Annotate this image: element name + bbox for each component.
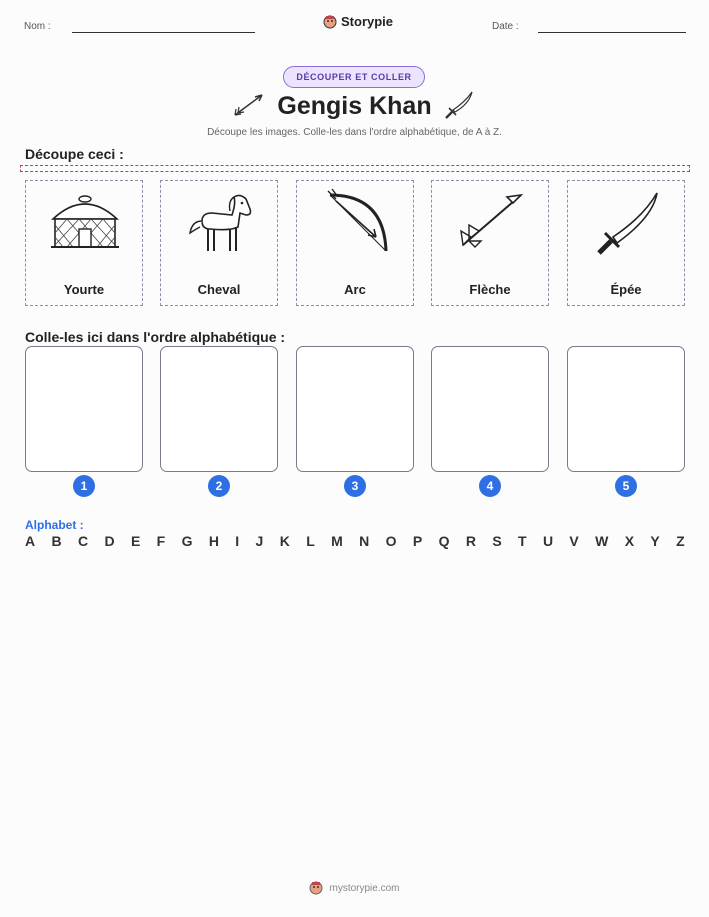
footer xyxy=(0,881,709,895)
paste-section-heading: Colle-les ici dans l'ordre alphabétique : xyxy=(25,329,286,345)
cut-card-arc[interactable] xyxy=(296,180,414,306)
alphabet-letter: A xyxy=(25,533,36,549)
paste-slot-2[interactable] xyxy=(160,346,278,472)
paste-slot-4[interactable] xyxy=(431,346,549,472)
slot-number-1: 1 xyxy=(73,475,95,497)
sword-decoration-icon xyxy=(443,90,475,120)
alphabet-letter: V xyxy=(569,533,579,549)
alphabet-letter: B xyxy=(51,533,62,549)
cut-card-cheval[interactable] xyxy=(160,180,278,306)
horse-icon xyxy=(180,187,260,259)
alphabet-letter: J xyxy=(255,533,264,549)
cut-card-epee[interactable] xyxy=(567,180,685,306)
mascot-icon xyxy=(323,15,337,29)
sword-icon xyxy=(587,187,667,259)
alphabet-letter: U xyxy=(542,533,554,549)
cut-section-heading: Découpe ceci : xyxy=(25,146,124,162)
slot-number-2: 2 xyxy=(208,475,230,497)
slot-number-4: 4 xyxy=(479,475,501,497)
card-label: Yourte xyxy=(63,282,105,297)
slot-number-5: 5 xyxy=(615,475,637,497)
alphabet-letter: I xyxy=(235,533,240,549)
name-line[interactable] xyxy=(72,32,255,33)
alphabet-letter: Y xyxy=(650,533,660,549)
brand-name: Storypie xyxy=(341,14,394,29)
paste-slot-3[interactable] xyxy=(296,346,414,472)
cut-card-yourte[interactable] xyxy=(25,180,143,306)
footer-site[interactable]: mystorypie.com xyxy=(329,882,400,894)
alphabet-letter: G xyxy=(181,533,193,549)
brand-logo xyxy=(323,14,393,29)
alphabet-letter: D xyxy=(104,533,115,549)
date-label: Date : xyxy=(492,21,519,32)
alphabet-letter: L xyxy=(306,533,315,549)
card-label: Cheval xyxy=(197,282,241,297)
alphabet-letter: E xyxy=(130,533,141,549)
alphabet-letter: C xyxy=(77,533,89,549)
slot-number-3: 3 xyxy=(344,475,366,497)
instructions: Découpe les images. Colle-les dans l'ordre alphabétique, de A à Z. xyxy=(207,127,502,138)
alphabet-letter: R xyxy=(465,533,476,549)
card-label: Flèche xyxy=(469,282,511,297)
card-label: Épée xyxy=(610,282,642,297)
alphabet-row xyxy=(25,533,685,549)
bow-icon xyxy=(316,187,396,259)
alphabet-letter: K xyxy=(279,533,290,549)
alphabet-letter: N xyxy=(359,533,370,549)
paste-slot-5[interactable] xyxy=(567,346,685,472)
cut-card-fleche[interactable] xyxy=(431,180,549,306)
alphabet-letter: F xyxy=(156,533,166,549)
alphabet-letter: W xyxy=(595,533,609,549)
alphabet-letter: Q xyxy=(438,533,450,549)
arrow-icon xyxy=(451,187,531,259)
card-label: Arc xyxy=(344,282,366,297)
alphabet-letter: O xyxy=(385,533,397,549)
paste-slot-1[interactable] xyxy=(25,346,143,472)
name-label: Nom : xyxy=(24,21,51,32)
alphabet-letter: T xyxy=(518,533,527,549)
activity-badge: DÉCOUPER ET COLLER xyxy=(283,66,425,88)
page-title: Gengis Khan xyxy=(277,92,432,120)
alphabet-letter: M xyxy=(331,533,343,549)
alphabet-heading: Alphabet : xyxy=(25,518,84,532)
alphabet-letter: S xyxy=(492,533,502,549)
mascot-icon xyxy=(309,881,323,895)
alphabet-letter: H xyxy=(208,533,219,549)
cut-line xyxy=(20,165,690,172)
date-line[interactable] xyxy=(538,32,686,33)
alphabet-letter: P xyxy=(412,533,423,549)
yurt-icon xyxy=(45,187,125,259)
alphabet-letter: X xyxy=(624,533,635,549)
alphabet-letter: Z xyxy=(676,533,685,549)
